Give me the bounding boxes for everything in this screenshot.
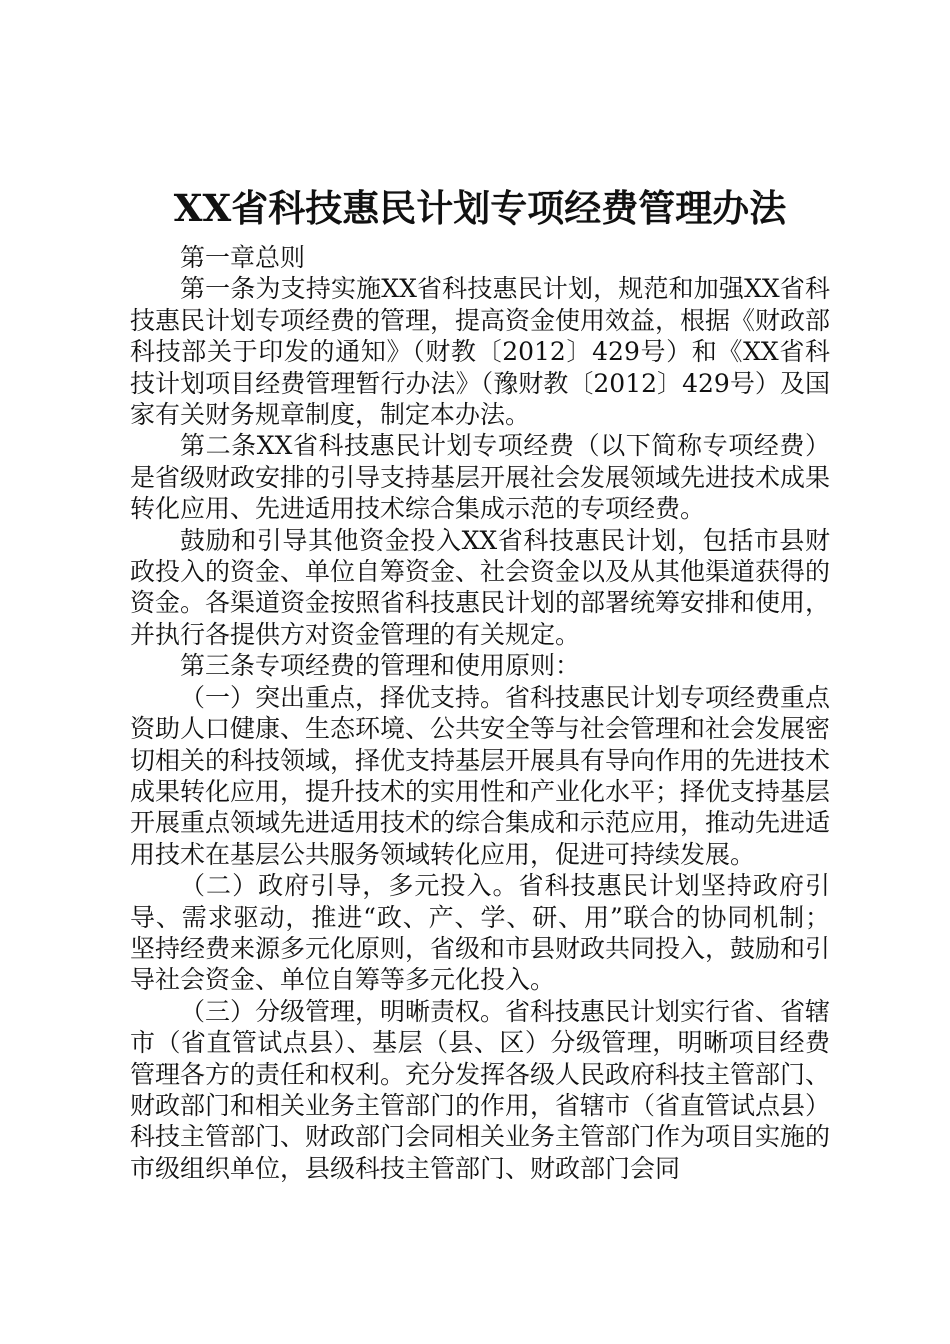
- paragraph-principle-2: （二）政府引导，多元投入。省科技惠民计划坚持政府引导、需求驱动，推进“政、产、学、研、用”联合的协同机制；坚持经费来源多元化原则，省级和市县财政共同投入，鼓励和引导社会资金、单位自筹等多元化投入。: [130, 871, 831, 995]
- document-title: XX省科技惠民计划专项经费管理办法: [173, 186, 787, 230]
- document-page: [130, 180, 830, 1184]
- paragraph-article-2: 第二条XX省科技惠民计划专项经费（以下简称专项经费）是省级财政安排的引导支持基层开展社会发展领域先进技术成果转化应用、先进适用技术综合集成示范的专项经费。: [130, 431, 831, 524]
- paragraph-article-3: 第三条专项经费的管理和使用原则：: [180, 651, 581, 681]
- paragraph-principle-3: （三）分级管理，明晰责权。省科技惠民计划实行省、省辖市（省直管试点县）、基层（县、区）分级管理，明晰项目经费管理各方的责任和权利。充分发挥各级人民政府科技主管部门、财政部门和相关业务主管部门的作用，省辖市（省直管试点县）科技主管部门、财政部门会同相关业务主管部门作为项目实施的市级组织单位，县级科技主管部门、财政部门会同: [130, 996, 831, 1183]
- paragraph-article-1: 第一条为支持实施XX省科技惠民计划，规范和加强XX省科技惠民计划专项经费的管理，提高资金使用效益，根据《财政部科技部关于印发的通知》（财教〔2012〕429号）和《XX省科技计划项目经费管理暂行办法》（豫财教〔2012〕429号）及国家有关财务规章制度，制定本办法。: [130, 274, 831, 430]
- chapter-heading: 第一章总则: [180, 243, 306, 272]
- paragraph-principle-1: （一）突出重点，择优支持。省科技惠民计划专项经费重点资助人口健康、生态环境、公共安全等与社会管理和社会发展密切相关的科技领域，择优支持基层开展具有导向作用的先进技术成果转化应用，提升技术的实用性和产业化水平；择优支持基层开展重点领域先进适用技术的综合集成和示范应用，推动先进适用技术在基层公共服务领域转化应用，促进可持续发展。: [130, 682, 831, 869]
- paragraph-funding-sources: 鼓励和引导其他资金投入XX省科技惠民计划，包括市县财政投入的资金、单位自筹资金、社会资金以及从其他渠道获得的资金。各渠道资金按照省科技惠民计划的部署统筹安排和使用，并执行各提供方对资金管理的有关规定。: [130, 525, 831, 649]
